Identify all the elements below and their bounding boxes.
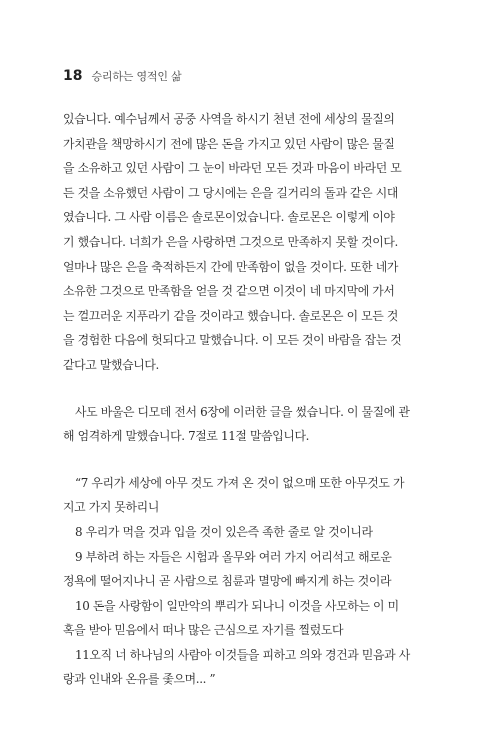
verse-line: 랑과 인내와 온유를 좇으며... ” [63,672,216,687]
text-line: 가치관을 책망하시기 전에 많은 돈을 가지고 있던 사람이 많은 물질 [63,136,395,151]
body-text [63,107,441,692]
verse-line: “7 우리가 세상에 아무 것도 가져 온 것이 없으매 또한 아무것도 가 [75,475,405,490]
text-line: 같다고 말했습니다. [63,357,159,372]
scripture-quote [63,471,441,692]
text-line: 는 껄끄러운 지푸라기 같을 것이라고 했습니다. 솔로몬은 이 모든 것 [63,308,398,323]
text-line: 을 소유하고 있던 사람이 그 눈이 바라던 모든 것과 마음이 바라던 모 [63,161,402,176]
verse-line: 10 돈을 사랑함이 일만악의 뿌리가 되나니 이것을 사모하는 이 미 [75,598,399,613]
text-line: 있습니다. 예수님께서 공중 사역을 하시기 천년 전에 세상의 물질의 [63,112,395,126]
running-title: 승리하는 영적인 삶 [91,70,182,83]
text-line: 소유한 그것으로 만족함을 얻을 것 같으면 이것이 네 마지막에 가서 [63,284,395,299]
verse-line: 9 부하려 하는 자들은 시험과 올무와 여러 가지 어리석고 해로운 [75,549,392,564]
text-line: 든 것을 소유했던 사람이 그 당시에는 은을 길거리의 돌과 같은 시대 [63,185,398,200]
paragraph-spacer [63,378,441,400]
page-number: 18 [63,68,83,84]
verse-line: 혹을 받아 믿음에서 떠나 많은 근심으로 자기를 찔렀도다 [63,623,344,638]
text-line: 였습니다. 그 사람 이름은 솔로몬이었습니다. 솔로몬은 이렇게 이야 [63,210,395,225]
paragraph-paul [63,400,441,449]
verse-line: 정욕에 떨어지나니 곧 사람으로 침륜과 멸망에 빠지게 하는 것이라 [63,574,392,589]
verse-line: 지고 가지 못하리니 [63,500,159,515]
text-line: 해 엄격하게 말했습니다. 7절로 11절 말씀입니다. [63,429,310,444]
verse-line: 11오직 너 하나님의 사람아 이것들을 피하고 의와 경건과 믿음과 사 [75,647,410,662]
page-header [63,68,182,84]
text-line: 기 했습니다. 너희가 은을 사랑하면 그것으로 만족하지 못할 것이다. [63,234,398,249]
text-line: 사도 바울은 디모데 전서 6장에 이러한 글을 썼습니다. 이 물질에 관 [75,404,410,419]
paragraph-solomon [63,107,441,378]
text-line: 을 경험한 다음에 헛되다고 말했습니다. 이 모든 것이 바람을 잡는 것 [63,333,402,348]
text-line: 얼마나 많은 은을 축적하든지 간에 만족함이 없을 것이다. 또한 네가 [63,259,398,274]
verse-line: 8 우리가 먹을 것과 입을 것이 있은즉 족한 줄로 알 것이니라 [75,524,373,539]
paragraph-spacer [63,449,441,471]
